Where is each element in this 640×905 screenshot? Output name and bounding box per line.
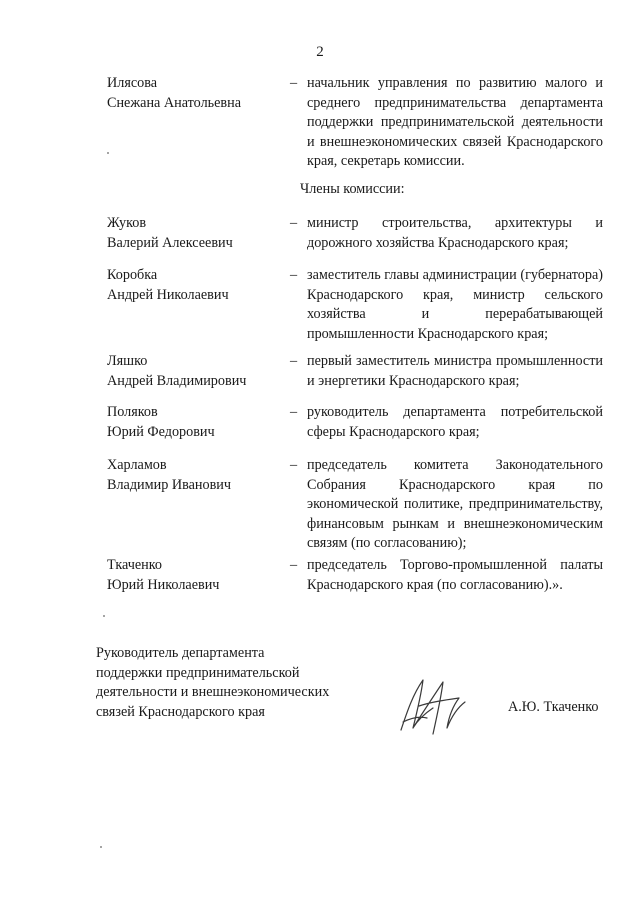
dash: – xyxy=(290,75,298,91)
given-names: Андрей Владимирович xyxy=(107,372,247,389)
dash: – xyxy=(290,215,298,231)
secretary-name xyxy=(107,74,277,113)
dash: – xyxy=(290,404,298,420)
handwritten-signature xyxy=(393,672,473,742)
signer-name: А.Ю. Ткаченко xyxy=(508,699,599,715)
given-names: Владимир Иванович xyxy=(107,476,232,493)
given-names: Андрей Николаевич xyxy=(107,286,229,303)
signer-position-line: поддержки предпринимательской xyxy=(96,664,300,681)
page-number: 2 xyxy=(316,44,324,60)
surname: Поляков xyxy=(107,404,158,420)
signature-stroke xyxy=(401,680,465,734)
member-role: первый заместитель министра промышленности и энергетики Краснодарского края; xyxy=(307,353,603,389)
dash: – xyxy=(290,353,298,369)
surname: Харламов xyxy=(107,457,167,473)
signer-position-line: Руководитель департамента xyxy=(96,645,265,661)
member-role: руководитель департамента потребительской сферы Краснодарского края; xyxy=(307,404,603,440)
member-role: председатель Торгово-промышленной палаты Краснодарского края (по согласованию).». xyxy=(307,557,603,593)
member-role: председатель комитета Законодательного Собрания Краснодарского края по экономической политике, предпринимательству, финансовым рынкам и внешнеэкономическим связям (по согласованию); xyxy=(307,457,603,551)
dash: – xyxy=(290,457,298,473)
members-heading: Члены комиссии: xyxy=(300,181,405,197)
member-role: министр строительства, архитектуры и дорожного хозяйства Краснодарского края; xyxy=(307,215,603,251)
member-name xyxy=(107,266,277,305)
member-name xyxy=(107,352,277,391)
member-name xyxy=(107,456,277,495)
signer-position xyxy=(96,644,356,722)
dash: – xyxy=(290,267,298,283)
scan-speck xyxy=(103,615,105,617)
scan-speck xyxy=(100,846,102,848)
given-names: Снежана Анатольевна xyxy=(107,94,242,111)
surname: Ткаченко xyxy=(107,557,163,573)
given-names: Юрий Николаевич xyxy=(107,576,220,593)
member-name xyxy=(107,556,277,595)
member-name xyxy=(107,403,277,442)
signer-position-line: связей Краснодарского края xyxy=(96,703,265,720)
member-role: заместитель главы администрации (губернатора) Краснодарского края, министр сельского хозяйства и перерабатывающей промышленности Краснодарского края; xyxy=(307,267,603,342)
dash: – xyxy=(290,557,298,573)
surname: Коробка xyxy=(107,267,158,283)
member-name xyxy=(107,214,277,253)
signer-position-line: деятельности и внешнеэкономических xyxy=(96,684,330,700)
surname: Илясова xyxy=(107,75,158,91)
surname: Ляшко xyxy=(107,353,148,369)
surname: Жуков xyxy=(107,215,147,231)
scan-speck xyxy=(107,152,109,154)
given-names: Юрий Федорович xyxy=(107,423,215,440)
given-names: Валерий Алексеевич xyxy=(107,234,233,251)
secretary-role: начальник управления по развитию малого и среднего предпринимательства департамента поддержки предпринимательской деятельности и внешнеэкономических связей Краснодарского края, секретарь комиссии. xyxy=(307,75,603,169)
